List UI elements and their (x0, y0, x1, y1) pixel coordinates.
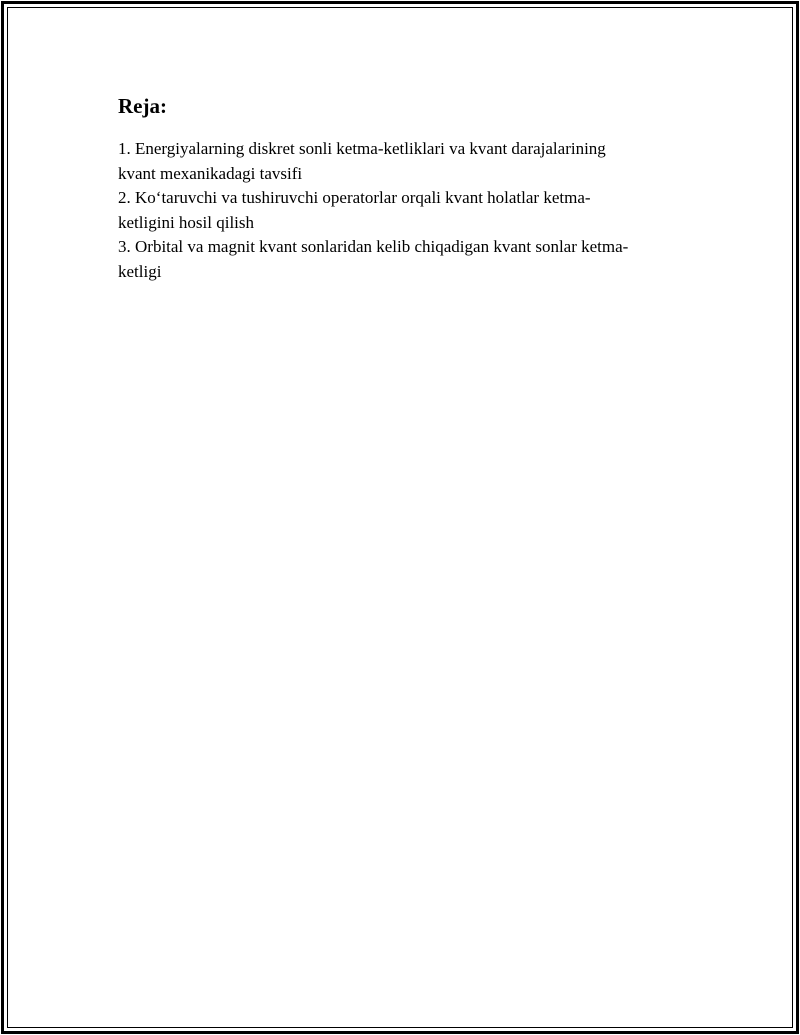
plan-item-line: 2. Ko‘taruvchi va tushiruvchi operatorlar orqali kvant holatlar ketma- (118, 188, 591, 207)
plan-item-1 (118, 137, 678, 186)
document-content (118, 92, 678, 284)
plan-item-line: kvant mexanikadagi tavsifi (118, 163, 303, 183)
plan-item-line: 3. Orbital va magnit kvant sonlaridan kelib chiqadigan kvant sonlar ketma- (118, 237, 629, 256)
plan-item-2 (118, 186, 678, 235)
plan-item-line: ketligini hosil qilish (118, 212, 255, 232)
plan-item-3 (118, 235, 678, 284)
plan-list (118, 137, 678, 284)
plan-item-line: 1. Energiyalarning diskret sonli ketma-ketliklari va kvant darajalarining (118, 139, 606, 158)
plan-item-line: ketligi (118, 261, 162, 281)
plan-heading: Reja: (118, 94, 167, 118)
